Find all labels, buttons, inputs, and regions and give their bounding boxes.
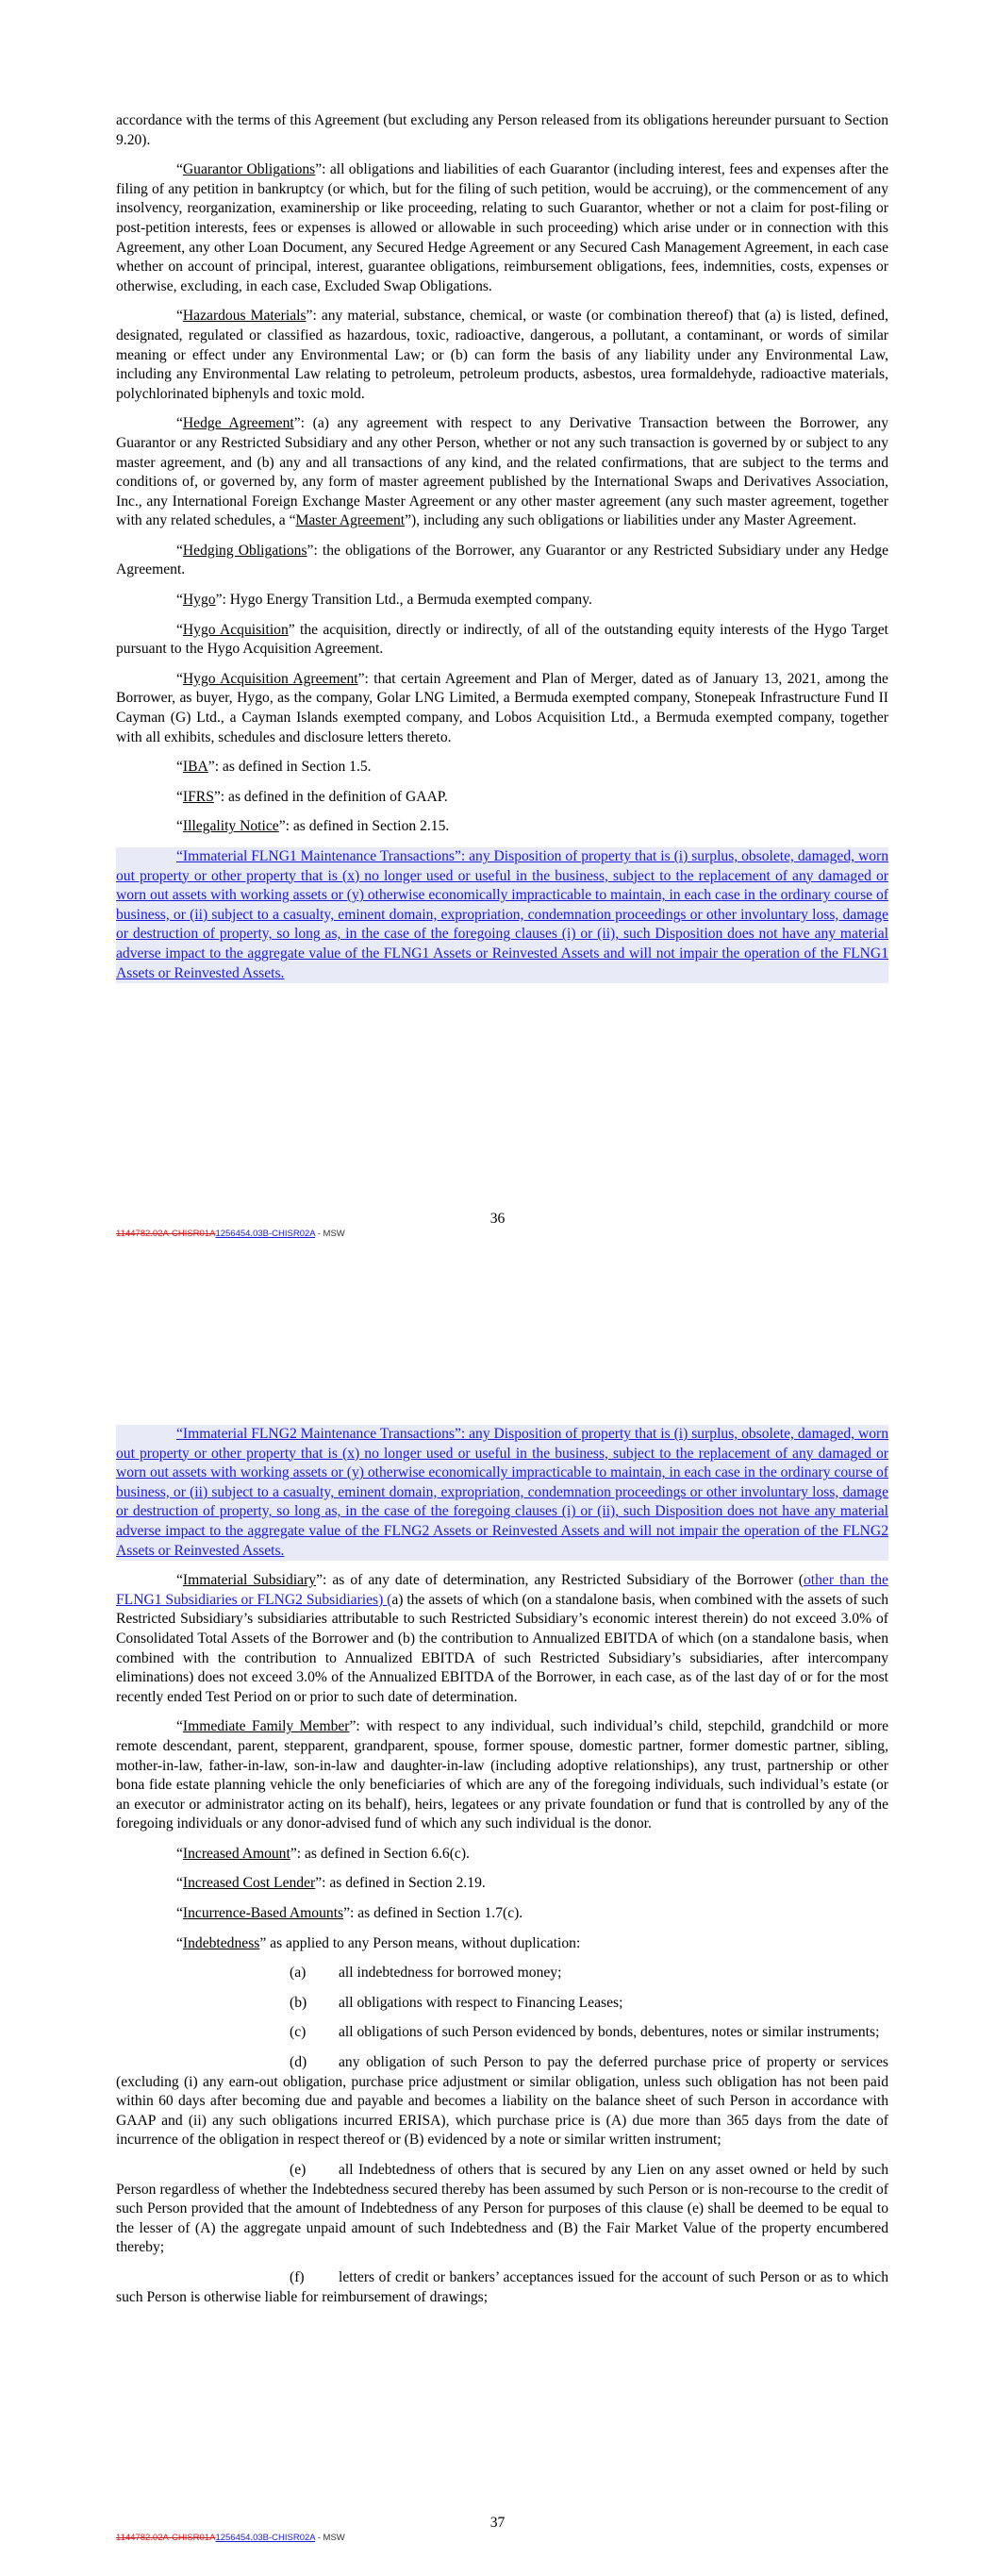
- definition-hygo: [116, 591, 888, 611]
- definition-immaterial-subsidiary: [116, 1571, 888, 1707]
- open-quote: “: [176, 161, 183, 178]
- defined-term: Indebtedness: [182, 1934, 260, 1951]
- definition-text: ”: as defined in Section 1.7(c).: [343, 1905, 523, 1922]
- open-quote: “: [176, 759, 183, 776]
- clause-number: (a): [290, 1965, 307, 1982]
- open-quote: “: [176, 415, 183, 432]
- page-number: 37: [489, 2515, 506, 2531]
- definition-hedge-agreement: [116, 414, 888, 531]
- clause-text: all obligations of such Person evidenced by bonds, debentures, notes or similar instruments;: [339, 2024, 880, 2041]
- defined-term-master-agreement: Master Agreement: [295, 512, 406, 529]
- definition-incurrence-based-amounts: [116, 1904, 888, 1924]
- open-quote: “: [176, 1934, 183, 1951]
- open-quote: “: [176, 1875, 183, 1892]
- continuation-paragraph: accordance with the terms of this Agreement (but excluding any Person released from its obligations hereunder pursuant to Section 9.20).: [116, 112, 888, 148]
- definition-text: ”: as defined in Section 2.19.: [315, 1875, 486, 1892]
- clause-number: (c): [290, 2024, 307, 2041]
- document-footer: [116, 2533, 345, 2543]
- definition-text: ”: as defined in the definition of GAAP.: [213, 788, 448, 805]
- defined-term: IFRS: [182, 788, 214, 805]
- inserted-text: other than the FLNG1 Subsidiaries or FLNG2 Subsidiaries) (: [116, 1572, 888, 1608]
- footer-deleted-docid: 1144782.02A-CHISR01A: [116, 1229, 216, 1239]
- defined-term: Hedge Agreement: [182, 415, 294, 432]
- defined-term: Hygo Acquisition: [182, 621, 289, 638]
- clause-text: letters of credit or bankers’ acceptances issued for the account of such Person or as to which such Person is otherwise liable for reimbursement of drawings;: [116, 2268, 888, 2305]
- definition-immediate-family-member: [116, 1717, 888, 1834]
- definition-text: ”: with respect to any individual, such individual’s child, stepchild, grandchild or more remote descendant, parent, stepparent, grandparent, spouse, former spouse, domestic partner, former domestic partner, sibling, mother-in-law, father-in-law, son-in-law and daughter-in-law (including adoptive relationships), any trust, partnership or other bona fide estate planning vehicle the only beneficiaries of which are any of the foregoing individuals, such individual’s estate (or an executor or administrator acting on its behalf), heirs, legatees or any private foundation or fund that is controlled by any of the foregoing individuals or any donor-advised fund of which any such individual is the donor.: [116, 1718, 888, 1832]
- footer-added-docid: 1256454.03B-CHISR02A: [215, 1229, 316, 1239]
- definition-ifrs: [116, 788, 888, 808]
- definition-text: ”: as defined in Section 1.5.: [207, 759, 372, 776]
- defined-term: Immaterial Subsidiary: [182, 1572, 317, 1589]
- open-quote: “: [176, 592, 183, 609]
- definition-hygo-acquisition: [116, 621, 888, 660]
- definition-increased-amount: [116, 1845, 888, 1865]
- clause-text: all Indebtedness of others that is secured by any Lien on any asset owned or held by such Person regardless of whether the Indebtedness secured thereby has been assumed by such Person or is non-recourse to the credit of such Person provided that the amount of Indebtedness of any Person for purposes of this clause (e) shall be deemed to be equal to the lesser of (A) the aggregate unpaid amount of such Indebtedness and (B) the Fair Market Value of the property encumbered thereby;: [116, 2162, 888, 2256]
- clause-number: (e): [290, 2162, 307, 2178]
- indebtedness-clause-e: [116, 2161, 888, 2258]
- footer-added-docid: 1256454.03B-CHISR02A: [215, 2533, 316, 2543]
- page-37-body: [116, 1425, 888, 2317]
- definition-text: ” as applied to any Person means, without duplication:: [259, 1934, 581, 1951]
- footer-deleted-docid: 1144782.02A-CHISR01A: [116, 2533, 216, 2543]
- definition-illegality-notice: [116, 817, 888, 837]
- definition-text: ”: (a) any agreement with respect to any Derivative Transaction between the Borrower, any Guarantor or any Restricted Subsidiary and any other Person, whether or not any such transaction is governed by or subject to any master agreement, and (b) any and all transactions of any kind, and the related confirmations, that are subject to the terms and conditions of, or governed by, any form of master agreement published by the International Swaps and Derivatives Association, Inc., any International Foreign Exchange Master Agreement or any other master agreement (any such master agreement, together with any related schedules, a “: [116, 415, 888, 529]
- clause-text: all indebtedness for borrowed money;: [339, 1965, 562, 1982]
- definition-iba: [116, 758, 888, 778]
- open-quote: “: [176, 1718, 183, 1735]
- open-quote: “: [176, 308, 183, 325]
- clause-number: (f): [290, 2268, 305, 2285]
- open-quote: “: [176, 818, 183, 835]
- defined-term: Illegality Notice: [182, 818, 279, 835]
- indebtedness-clause-f: [116, 2268, 888, 2307]
- definition-text: ”: that certain Agreement and Plan of Merger, dated as of January 13, 2021, among the Borrower, as buyer, Hygo, as the company, Golar LNG Limited, a Bermuda exempted company, Stonepeak Infrastructure Fund II Cayman (G) Ltd., a Cayman Islands exempted company, and Lobos Acquisition Ltd., a Bermuda exempted company, together with all exhibits, schedules and disclosure letters thereto.: [116, 670, 888, 745]
- document-footer: [116, 1229, 345, 1239]
- definition-text: ” the acquisition, directly or indirectly, of all of the outstanding equity interests of the Hygo Target pursuant to the Hygo Acquisition Agreement.: [116, 621, 888, 658]
- indebtedness-clause-a: [116, 1964, 888, 1983]
- open-quote: “: [176, 621, 183, 638]
- definition-text-continued: a) the assets of which (on a standalone basis, when combined with the assets of such Restricted Subsidiary’s subsidiaries attributable to such Restricted Subsidiary’s economic interest therein) do not exceed 3.0% of Consolidated Total Assets of the Borrower and (b) the contribution to Annualized EBITDA of which (on a standalone basis, when combined with the contribution to Annualized EBITDA of such Restricted Subsidiary’s subsidiaries, after intercompany eliminations) does not exceed 3.0% of the Annualized EBITDA of the Borrower, in each case, as of the last day of or for the most recently ended Test Period on or prior to such date of determination.: [116, 1591, 889, 1705]
- definition-text: ”: any material, substance, chemical, or waste (or combination thereof) that (a) is listed, defined, designated, regulated or classified as hazardous, toxic, radioactive, dangerous, a pollutant, a contaminant, or words of similar meaning or effect under any Environmental Law; or (b) can form the basis of any liability under any Environmental Law, including any Environmental Law relating to petroleum, petroleum products, asbestos, urea formaldehyde, radioactive materials, polychlorinated biphenyls and toxic mold.: [116, 308, 888, 402]
- definition-text: ”: the obligations of the Borrower, any Guarantor or any Restricted Subsidiary under any Hedge Agreement.: [116, 542, 888, 578]
- definition-text: ”: all obligations and liabilities of each Guarantor (including interest, fees and expenses after the filing of any petition in bankruptcy (or which, but for the filing of such petition, would be accruing), or the commencement of any insolvency, reorganization, examinership or like proceeding, relating to such Guarantor, whether or not a claim for post-filing or post-petition interests, fees or expenses is allowed or allowable in such proceeding) which arise under or in connection with this Agreement, any other Loan Document, any Secured Hedge Agreement or any Secured Cash Management Agreement, in each case whether on account of principal, interest, guarantee obligations, reimbursement obligations, fees, indemnities, costs, expenses or otherwise, excluding, in each case, Excluded Swap Obligations.: [116, 161, 888, 294]
- defined-term: Guarantor Obligations: [182, 161, 316, 178]
- clause-text: all obligations with respect to Financing Leases;: [339, 1994, 623, 2011]
- defined-term: Hedging Obligations: [182, 542, 307, 559]
- clause-number: (d): [290, 2054, 307, 2071]
- defined-term: Immediate Family Member: [182, 1718, 350, 1735]
- definition-text: ”: as defined in Section 6.6(c).: [290, 1845, 470, 1862]
- open-quote: “: [176, 1845, 183, 1862]
- defined-term: IBA: [182, 759, 208, 776]
- defined-term: Hygo Acquisition Agreement: [182, 670, 358, 687]
- definition-indebtedness: [116, 1934, 888, 1954]
- clause-number: (b): [290, 1994, 307, 2011]
- inserted-definition-flng2-maintenance: “Immaterial FLNG2 Maintenance Transactions”: any Disposition of property that is (i) surplus, obsolete, damaged, worn out property or other property that is (x) no longer used or useful in the business, subject to the replacement of any damaged or worn out assets with working assets or (y) otherwise economically impracticable to maintain, in each case in the ordinary course of business, or (ii) subject to a casualty, eminent domain, expropriation, condemnation proceedings or other involuntary loss, damage or destruction of property, so long as, in the case of the foregoing clauses (i) or (ii), such Disposition does not have any material adverse impact to the aggregate value of the FLNG2 Assets or Reinvested Assets and will not impair the operation of the FLNG2 Assets or Reinvested Assets.: [116, 1425, 888, 1561]
- indebtedness-clause-b: [116, 1994, 888, 2014]
- open-quote: “: [176, 1572, 183, 1589]
- open-quote: “: [176, 788, 183, 805]
- indebtedness-clause-d: [116, 2053, 888, 2150]
- definition-text: ”: Hygo Energy Transition Ltd., a Bermuda exempted company.: [215, 592, 592, 609]
- page-36-body: [116, 111, 888, 994]
- clause-text: any obligation of such Person to pay the deferred purchase price of property or services (excluding (i) any earn-out obligation, purchase price adjustment or similar obligation, unless such obligation has not been paid within 60 days after becoming due and payable and becomes a liability on the balance sheet of such Person in accordance with GAAP and (ii) any such obligations incurred ERISA), which purchase price is (A) due more than 365 days from the date of incurrence of the obligation in respect thereof or (B) evidenced by a note or similar written instrument;: [116, 2054, 888, 2149]
- definition-text: ”: as defined in Section 2.15.: [278, 818, 450, 835]
- open-quote: “: [176, 1905, 183, 1922]
- open-quote: “: [176, 670, 183, 687]
- definition-guarantor-obligations: [116, 160, 888, 296]
- definition-hedging-obligations: [116, 542, 888, 580]
- inserted-definition-flng1-maintenance: “Immaterial FLNG1 Maintenance Transactions”: any Disposition of property that is (i) surplus, obsolete, damaged, worn out property or other property that is (x) no longer used or useful in the business, subject to the replacement of any damaged or worn out assets with working assets or (y) otherwise economically impracticable to maintain, in each case in the ordinary course of business, or (ii) subject to a casualty, eminent domain, expropriation, condemnation proceedings or other involuntary loss, damage or destruction of property, so long as, in the case of the foregoing clauses (i) or (ii), such Disposition does not have any material adverse impact to the aggregate value of the FLNG1 Assets or Reinvested Assets and will not impair the operation of the FLNG1 Assets or Reinvested Assets.: [116, 847, 888, 983]
- open-quote: “: [176, 542, 183, 559]
- defined-term: Increased Cost Lender: [182, 1875, 316, 1892]
- defined-term: Incurrence-Based Amounts: [182, 1905, 344, 1922]
- footer-suffix: - MSW: [315, 1229, 345, 1239]
- defined-term: Increased Amount: [182, 1845, 290, 1862]
- footer-suffix: - MSW: [315, 2533, 345, 2543]
- indebtedness-clause-c: [116, 2023, 888, 2043]
- defined-term: Hygo: [182, 592, 216, 609]
- defined-term: Hazardous Materials: [182, 308, 307, 325]
- definition-text: ”: as of any date of determination, any Restricted Subsidiary of the Borrower (: [316, 1572, 804, 1589]
- definition-hygo-acquisition-agreement: [116, 670, 888, 747]
- definition-increased-cost-lender: [116, 1874, 888, 1894]
- definition-text-continued: ”), including any such obligations or liabilities under any Master Agreement.: [405, 512, 857, 529]
- definition-hazardous-materials: [116, 307, 888, 404]
- page-number: 36: [489, 1211, 506, 1227]
- page-37: [0, 1378, 995, 2576]
